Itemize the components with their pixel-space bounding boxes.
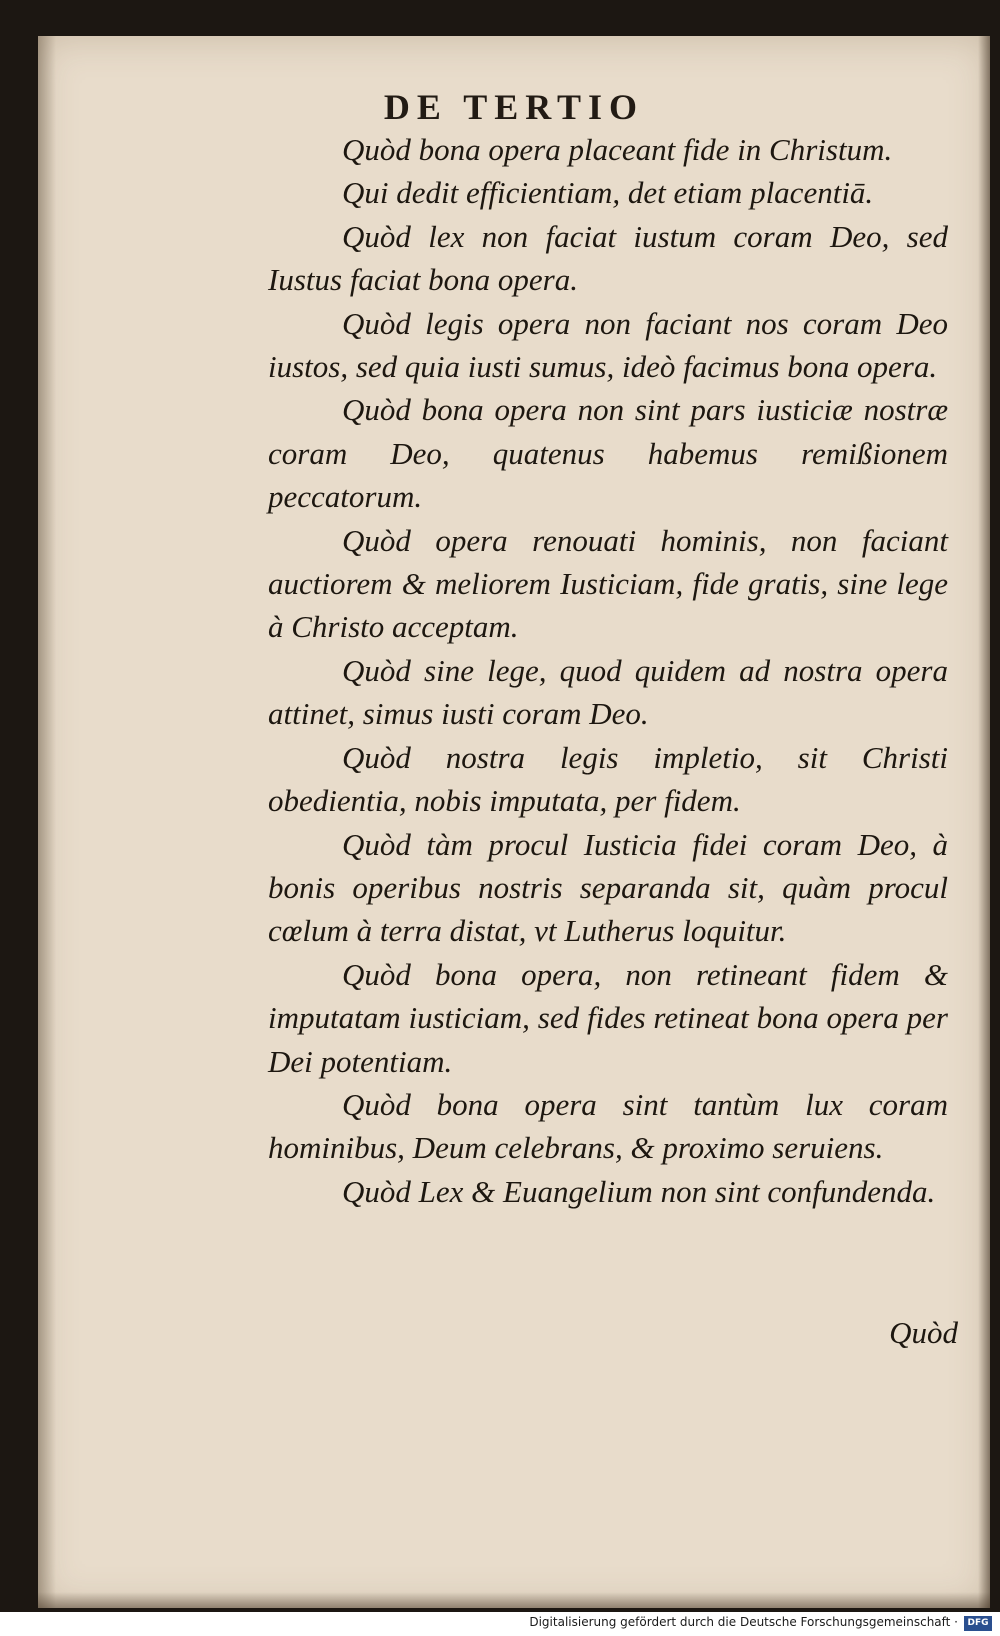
page-edge-shadow (978, 36, 990, 1608)
paragraph: Quòd legis opera non faciant nos coram Deo iustos, sed quia iusti sumus, ideò facimus bona opera. (268, 305, 948, 385)
dfg-logo: DFG (964, 1616, 992, 1631)
paragraph: Quòd bona opera placeant fide in Christum. (342, 132, 893, 167)
paragraph: Quòd bona opera, non retineant fidem & imputatam iusticiam, sed fides retineat bona opera per Dei potentiam. (268, 956, 948, 1079)
paragraph: Quòd sine lege, quod quidem ad nostra opera attinet, simus iusti coram Deo. (268, 652, 948, 732)
page-text (268, 128, 948, 1213)
paragraph: Quòd opera renouati hominis, non faciant auctiorem & meliorem Iusticiam, fide gratis, sine lege à Christo acceptam. (268, 522, 948, 645)
running-head: DE TERTIO (383, 87, 645, 127)
spine-shadow (38, 36, 56, 1608)
paragraph: Quòd Lex & Euangelium non sint confundenda. (342, 1173, 936, 1209)
footer-credit: Digitalisierung gefördert durch die Deutsche Forschungsgemeinschaft · (529, 1615, 958, 1629)
paragraph: Quòd lex non faciat iustum coram Deo, sed Iustus faciat bona opera. (268, 218, 948, 298)
page-bottom-shadow (38, 1592, 990, 1608)
paragraph: Quòd nostra legis impletio, sit Christi obedientia, nobis imputata, per fidem. (268, 739, 948, 819)
paragraph: Quòd bona opera sint tantùm lux coram hominibus, Deum celebrans, & proximo seruiens. (268, 1086, 948, 1166)
footer-bar (0, 1612, 1000, 1636)
paragraph: Qui dedit efficientiam, det etiam placentiā. (342, 175, 874, 211)
paragraph: Quòd tàm procul Iusticia fidei coram Deo, à bonis operibus nostris separanda sit, quàm procul cœlum à terra distat, vt Lutherus loquitur. (268, 826, 948, 949)
catchword: Quòd (889, 1315, 958, 1350)
paragraph: Quòd bona opera non sint pars iusticiæ nostræ coram Deo, quatenus habemus remißionem peccatorum. (268, 392, 948, 515)
